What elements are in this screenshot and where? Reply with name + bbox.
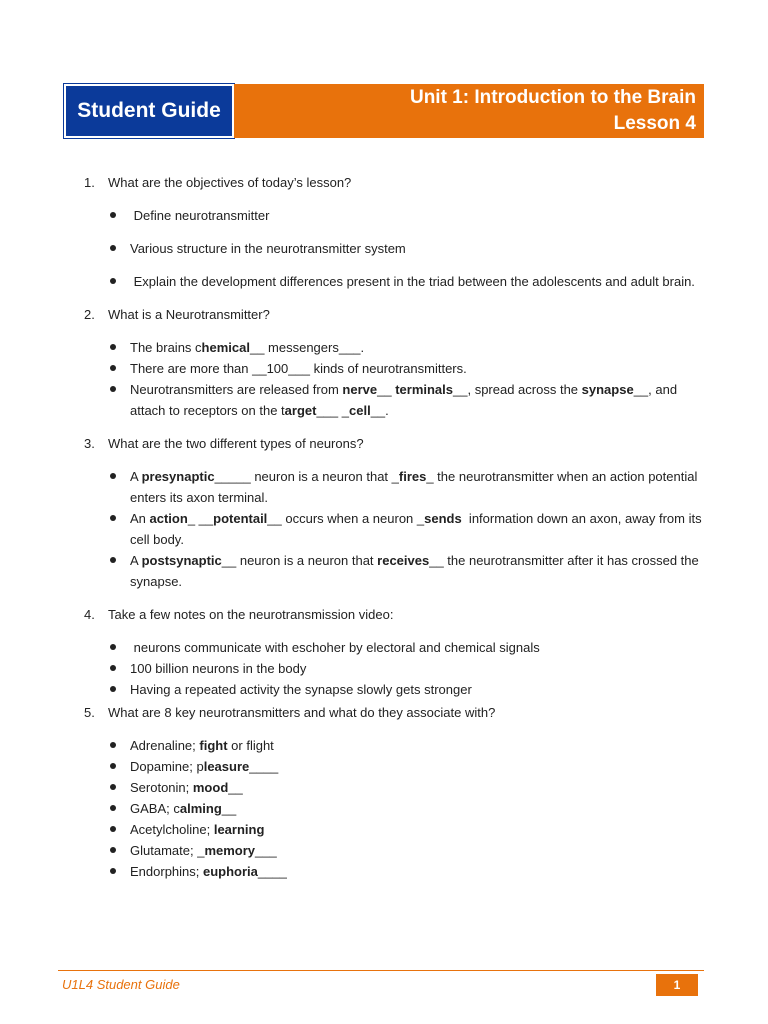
bullet-icon [110, 868, 116, 874]
list-item: Acetylcholine; learning [84, 819, 704, 840]
bullet-icon [110, 365, 116, 371]
bullet-icon [110, 784, 116, 790]
question-3 [84, 433, 704, 454]
question-text: Take a few notes on the neurotransmission video: [108, 607, 394, 622]
bullet-icon [110, 557, 116, 563]
footer-divider [58, 970, 704, 971]
list-item: A postsynaptic__ neuron is a neuron that receives__ the neurotransmitter after it has crossed the synapse. [84, 550, 704, 592]
question-number: 1. [84, 175, 95, 190]
bullet-icon [110, 826, 116, 832]
list-item: A presynaptic_____ neuron is a neuron that _fires_ the neurotransmitter when an action potential enters its axon terminal. [84, 466, 704, 508]
bullet-icon [110, 344, 116, 350]
bullet-icon [110, 515, 116, 521]
question-1 [84, 172, 704, 193]
bullet-icon [110, 278, 116, 284]
bullet-icon [110, 686, 116, 692]
list-item: Endorphins; euphoria____ [84, 861, 704, 882]
list-item: Dopamine; pleasure____ [84, 756, 704, 777]
lesson-title: Lesson 4 [613, 113, 696, 134]
list-item: Various structure in the neurotransmitter system [84, 238, 704, 259]
question-number: 3. [84, 436, 95, 451]
question-5 [84, 702, 704, 723]
list-item: Serotonin; mood__ [84, 777, 704, 798]
header-unit-block [234, 84, 704, 138]
q4-bullet-list [84, 637, 704, 700]
list-item: An action_ __potentail__ occurs when a neuron _sends information down an axon, away from its cell body. [84, 508, 704, 550]
list-item: GABA; calming__ [84, 798, 704, 819]
question-2 [84, 304, 704, 325]
list-item: Adrenaline; fight or flight [84, 735, 704, 756]
q3-bullet-list [84, 466, 704, 592]
q5-bullet-list [84, 735, 704, 882]
question-text: What are the two different types of neurons? [108, 436, 364, 451]
bullet-icon [110, 245, 116, 251]
question-number: 4. [84, 607, 95, 622]
bullet-icon [110, 644, 116, 650]
bullet-icon [110, 847, 116, 853]
bullet-icon [110, 473, 116, 479]
list-item: Glutamate; _memory___ [84, 840, 704, 861]
footer-label: U1L4 Student Guide [62, 977, 180, 992]
bullet-icon [110, 386, 116, 392]
bullet-icon [110, 212, 116, 218]
page-number: 1 [656, 974, 698, 996]
question-text: What is a Neurotransmitter? [108, 307, 270, 322]
question-text: What are the objectives of today’s lesson? [108, 175, 352, 190]
question-4 [84, 604, 704, 625]
question-number: 5. [84, 705, 95, 720]
worksheet-content [84, 172, 704, 894]
list-item: Neurotransmitters are released from nerve__ terminals__, spread across the synapse__, and attach to receptors on the target___ _cell__. [84, 379, 704, 421]
list-item: Define neurotransmitter [84, 205, 704, 226]
q2-bullet-list [84, 337, 704, 421]
list-item: Having a repeated activity the synapse slowly gets stronger [84, 679, 704, 700]
question-text: What are 8 key neurotransmitters and what do they associate with? [108, 705, 496, 720]
page-header [64, 84, 704, 138]
bullet-icon [110, 742, 116, 748]
list-item: neurons communicate with eschoher by electoral and chemical signals [84, 637, 704, 658]
unit-title: Unit 1: Introduction to the Brain [409, 87, 696, 108]
bullet-icon [110, 805, 116, 811]
list-item: There are more than __100___ kinds of neurotransmitters. [84, 358, 704, 379]
list-item: Explain the development differences present in the triad between the adolescents and adult brain. [84, 271, 704, 292]
header-title: Student Guide [64, 84, 234, 138]
q1-bullet-list [84, 205, 704, 292]
bullet-icon [110, 665, 116, 671]
question-number: 2. [84, 307, 95, 322]
list-item: 100 billion neurons in the body [84, 658, 704, 679]
list-item: The brains chemical__ messengers___. [84, 337, 704, 358]
bullet-icon [110, 763, 116, 769]
